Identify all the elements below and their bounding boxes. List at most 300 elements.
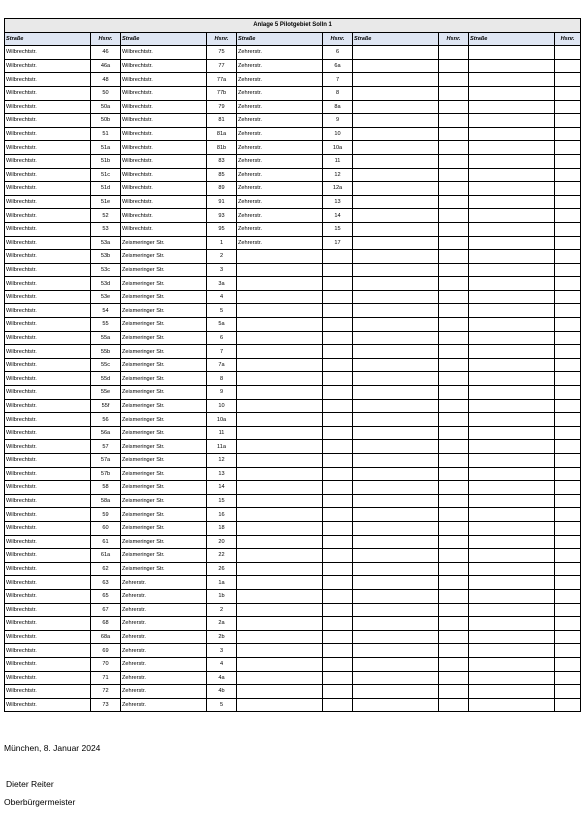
street-cell: Wilbrechtstr. (5, 386, 91, 400)
house-number-cell: 54 (91, 304, 121, 318)
house-number-cell (555, 127, 581, 141)
house-number-cell: 72 (91, 685, 121, 699)
house-number-cell: 75 (207, 46, 237, 60)
house-number-cell: 59 (91, 508, 121, 522)
house-number-cell (439, 277, 469, 291)
table-row (5, 589, 581, 603)
street-cell: Wilbrechtstr. (5, 331, 91, 345)
street-cell (469, 644, 555, 658)
house-number-cell (439, 521, 469, 535)
column-header-house-number: Hsnr. (207, 32, 237, 46)
house-number-cell (439, 250, 469, 264)
street-cell (237, 290, 323, 304)
house-number-cell (555, 168, 581, 182)
house-number-cell (555, 209, 581, 223)
street-cell (237, 250, 323, 264)
house-number-cell (555, 222, 581, 236)
street-cell: Wilbrechtstr. (5, 481, 91, 495)
street-cell: Wilbrechtstr. (5, 657, 91, 671)
house-number-cell: 50 (91, 86, 121, 100)
house-number-cell (439, 263, 469, 277)
street-cell (237, 589, 323, 603)
house-number-cell (555, 345, 581, 359)
table-row (5, 263, 581, 277)
table-row (5, 603, 581, 617)
house-number-cell (439, 467, 469, 481)
street-cell: Zehrerstr. (237, 168, 323, 182)
table-row (5, 440, 581, 454)
house-number-cell (439, 168, 469, 182)
house-number-cell (555, 318, 581, 332)
street-cell (469, 250, 555, 264)
house-number-cell (439, 154, 469, 168)
house-number-cell: 4 (207, 657, 237, 671)
house-number-cell (439, 290, 469, 304)
street-cell: Wilbrechtstr. (5, 304, 91, 318)
house-number-cell (555, 454, 581, 468)
house-number-cell: 2a (207, 617, 237, 631)
street-cell: Wilbrechtstr. (5, 440, 91, 454)
street-cell (353, 86, 439, 100)
street-cell (469, 426, 555, 440)
house-number-cell (439, 535, 469, 549)
house-number-cell: 51d (91, 182, 121, 196)
street-cell: Zeismeringer Str. (121, 481, 207, 495)
street-cell (353, 671, 439, 685)
street-cell (469, 576, 555, 590)
street-cell (353, 114, 439, 128)
house-number-cell (439, 182, 469, 196)
house-number-cell: 17 (323, 236, 353, 250)
house-number-cell: 55 (91, 318, 121, 332)
street-cell (353, 331, 439, 345)
street-cell (469, 508, 555, 522)
house-number-cell (439, 685, 469, 699)
house-number-cell: 13 (207, 467, 237, 481)
house-number-cell (323, 440, 353, 454)
street-cell (237, 657, 323, 671)
street-cell: Wilbrechtstr. (5, 562, 91, 576)
house-number-cell: 14 (323, 209, 353, 223)
column-header-street: Straße (121, 32, 207, 46)
house-number-cell (555, 549, 581, 563)
street-cell (353, 263, 439, 277)
street-cell (237, 521, 323, 535)
house-number-cell: 53a (91, 236, 121, 250)
street-cell (469, 168, 555, 182)
table-row (5, 114, 581, 128)
header-row (5, 32, 581, 46)
table-row (5, 521, 581, 535)
house-number-cell (439, 440, 469, 454)
street-cell (469, 209, 555, 223)
street-cell: Wilbrechtstr. (5, 372, 91, 386)
house-number-cell: 51a (91, 141, 121, 155)
street-cell: Wilbrechtstr. (5, 250, 91, 264)
street-cell: Zehrerstr. (237, 100, 323, 114)
house-number-cell (555, 617, 581, 631)
street-cell: Wilbrechtstr. (5, 345, 91, 359)
street-cell (353, 345, 439, 359)
street-cell: Zeismeringer Str. (121, 358, 207, 372)
house-number-cell: 7 (207, 345, 237, 359)
street-cell: Wilbrechtstr. (5, 209, 91, 223)
street-cell (237, 494, 323, 508)
street-cell (353, 59, 439, 73)
street-cell (353, 358, 439, 372)
street-cell: Wilbrechtstr. (5, 236, 91, 250)
street-cell: Wilbrechtstr. (5, 127, 91, 141)
house-number-cell: 55f (91, 399, 121, 413)
house-number-cell: 69 (91, 644, 121, 658)
house-number-cell: 68 (91, 617, 121, 631)
house-number-cell (323, 481, 353, 495)
house-number-cell (439, 671, 469, 685)
street-cell (469, 698, 555, 712)
house-number-cell: 2 (207, 603, 237, 617)
house-number-cell: 8 (323, 86, 353, 100)
house-number-cell (555, 358, 581, 372)
house-number-cell (555, 331, 581, 345)
street-cell: Wilbrechtstr. (121, 114, 207, 128)
house-number-cell: 4 (207, 290, 237, 304)
house-number-cell (555, 521, 581, 535)
signer-role: Oberbürgermeister (4, 797, 76, 807)
street-cell (353, 657, 439, 671)
house-number-cell (323, 399, 353, 413)
house-number-cell (555, 644, 581, 658)
street-cell (353, 182, 439, 196)
street-cell: Zeismeringer Str. (121, 372, 207, 386)
street-cell: Wilbrechtstr. (5, 413, 91, 427)
house-number-cell (439, 318, 469, 332)
house-number-cell: 10a (323, 141, 353, 155)
street-cell: Wilbrechtstr. (121, 86, 207, 100)
house-number-cell (555, 481, 581, 495)
street-cell (353, 154, 439, 168)
table-row (5, 100, 581, 114)
house-number-cell: 55d (91, 372, 121, 386)
column-header-street: Straße (469, 32, 555, 46)
table-row (5, 617, 581, 631)
house-number-cell: 91 (207, 195, 237, 209)
street-cell: Zeismeringer Str. (121, 304, 207, 318)
street-cell: Wilbrechtstr. (5, 263, 91, 277)
street-cell (469, 182, 555, 196)
table-row (5, 685, 581, 699)
house-number-cell: 5a (207, 318, 237, 332)
street-cell: Zehrerstr. (121, 589, 207, 603)
street-cell: Zehrerstr. (237, 209, 323, 223)
house-number-cell: 93 (207, 209, 237, 223)
house-number-cell (439, 644, 469, 658)
house-number-cell: 71 (91, 671, 121, 685)
house-number-cell (555, 372, 581, 386)
house-number-cell (555, 494, 581, 508)
table-row (5, 168, 581, 182)
street-cell (353, 481, 439, 495)
house-number-cell (555, 413, 581, 427)
house-number-cell (439, 399, 469, 413)
house-number-cell (555, 630, 581, 644)
street-cell: Wilbrechtstr. (121, 168, 207, 182)
street-cell: Zeismeringer Str. (121, 277, 207, 291)
street-cell: Zehrerstr. (237, 141, 323, 155)
street-cell: Wilbrechtstr. (5, 494, 91, 508)
street-cell (353, 698, 439, 712)
street-cell (469, 345, 555, 359)
address-table (4, 18, 581, 712)
house-number-cell (439, 617, 469, 631)
street-cell: Wilbrechtstr. (5, 168, 91, 182)
table-row (5, 630, 581, 644)
house-number-cell: 5 (207, 304, 237, 318)
street-cell: Zeismeringer Str. (121, 549, 207, 563)
house-number-cell: 9 (323, 114, 353, 128)
house-number-cell: 63 (91, 576, 121, 590)
street-cell (469, 222, 555, 236)
street-cell: Wilbrechtstr. (121, 59, 207, 73)
house-number-cell: 12 (207, 454, 237, 468)
street-cell (353, 521, 439, 535)
house-number-cell (439, 657, 469, 671)
table-row (5, 73, 581, 87)
street-cell (237, 345, 323, 359)
house-number-cell (555, 508, 581, 522)
column-header-house-number: Hsnr. (439, 32, 469, 46)
house-number-cell: 55e (91, 386, 121, 400)
house-number-cell (555, 182, 581, 196)
house-number-cell (323, 549, 353, 563)
house-number-cell (323, 698, 353, 712)
street-cell (469, 481, 555, 495)
table-row (5, 345, 581, 359)
street-cell: Zeismeringer Str. (121, 426, 207, 440)
street-cell (237, 318, 323, 332)
house-number-cell (555, 195, 581, 209)
house-number-cell (439, 127, 469, 141)
street-cell: Wilbrechtstr. (5, 141, 91, 155)
street-cell: Wilbrechtstr. (5, 86, 91, 100)
street-cell (353, 304, 439, 318)
house-number-cell (323, 358, 353, 372)
street-cell: Zehrerstr. (237, 59, 323, 73)
table-row (5, 290, 581, 304)
house-number-cell: 8 (207, 372, 237, 386)
street-cell: Zeismeringer Str. (121, 413, 207, 427)
table-row (5, 250, 581, 264)
street-cell: Zeismeringer Str. (121, 318, 207, 332)
house-number-cell: 11a (207, 440, 237, 454)
table-row (5, 426, 581, 440)
house-number-cell (439, 630, 469, 644)
table-row (5, 222, 581, 236)
house-number-cell (323, 562, 353, 576)
street-cell: Zehrerstr. (121, 685, 207, 699)
house-number-cell (323, 657, 353, 671)
street-cell: Zeismeringer Str. (121, 494, 207, 508)
street-cell: Zeismeringer Str. (121, 345, 207, 359)
house-number-cell: 1 (207, 236, 237, 250)
table-row (5, 494, 581, 508)
house-number-cell: 61 (91, 535, 121, 549)
house-number-cell (555, 141, 581, 155)
house-number-cell (439, 304, 469, 318)
street-cell: Wilbrechtstr. (5, 114, 91, 128)
table-row (5, 481, 581, 495)
house-number-cell: 83 (207, 154, 237, 168)
street-cell (353, 372, 439, 386)
street-cell: Zeismeringer Str. (121, 440, 207, 454)
street-cell: Wilbrechtstr. (5, 358, 91, 372)
street-cell (469, 521, 555, 535)
house-number-cell (439, 576, 469, 590)
street-cell (353, 73, 439, 87)
street-cell: Wilbrechtstr. (5, 59, 91, 73)
house-number-cell: 58a (91, 494, 121, 508)
street-cell (469, 100, 555, 114)
street-cell: Zeismeringer Str. (121, 331, 207, 345)
house-number-cell (439, 59, 469, 73)
house-number-cell (555, 73, 581, 87)
street-cell (353, 277, 439, 291)
house-number-cell: 7a (207, 358, 237, 372)
house-number-cell (323, 685, 353, 699)
street-cell (469, 86, 555, 100)
street-cell: Wilbrechtstr. (5, 182, 91, 196)
house-number-cell: 79 (207, 100, 237, 114)
house-number-cell: 9 (207, 386, 237, 400)
street-cell (353, 236, 439, 250)
street-cell (353, 535, 439, 549)
street-cell (353, 467, 439, 481)
house-number-cell (439, 236, 469, 250)
house-number-cell: 55a (91, 331, 121, 345)
house-number-cell (323, 277, 353, 291)
street-cell (469, 73, 555, 87)
street-cell (353, 413, 439, 427)
street-cell: Zehrerstr. (237, 127, 323, 141)
street-cell (237, 630, 323, 644)
street-cell (237, 603, 323, 617)
house-number-cell: 5 (207, 698, 237, 712)
street-cell (469, 46, 555, 60)
house-number-cell (555, 657, 581, 671)
street-cell (353, 454, 439, 468)
street-cell: Wilbrechtstr. (121, 209, 207, 223)
table-row (5, 576, 581, 590)
house-number-cell (323, 345, 353, 359)
street-cell (353, 222, 439, 236)
street-cell (469, 372, 555, 386)
house-number-cell: 10a (207, 413, 237, 427)
house-number-cell (555, 304, 581, 318)
house-number-cell (555, 426, 581, 440)
street-cell (353, 386, 439, 400)
house-number-cell: 57 (91, 440, 121, 454)
house-number-cell: 10 (207, 399, 237, 413)
house-number-cell (439, 562, 469, 576)
house-number-cell: 8a (323, 100, 353, 114)
street-cell: Zehrerstr. (237, 154, 323, 168)
street-cell (353, 630, 439, 644)
house-number-cell: 3 (207, 644, 237, 658)
street-cell: Wilbrechtstr. (5, 222, 91, 236)
house-number-cell: 1a (207, 576, 237, 590)
house-number-cell: 56a (91, 426, 121, 440)
house-number-cell: 6a (323, 59, 353, 73)
street-cell (469, 127, 555, 141)
table-row (5, 399, 581, 413)
house-number-cell (323, 671, 353, 685)
table-row (5, 209, 581, 223)
street-cell (353, 589, 439, 603)
house-number-cell (439, 698, 469, 712)
street-cell (353, 127, 439, 141)
street-cell (469, 358, 555, 372)
street-cell (353, 318, 439, 332)
signer-name: Dieter Reiter (6, 779, 54, 789)
house-number-cell (555, 277, 581, 291)
house-number-cell (439, 222, 469, 236)
table-row (5, 59, 581, 73)
house-number-cell: 15 (323, 222, 353, 236)
street-cell: Wilbrechtstr. (121, 222, 207, 236)
street-cell (353, 494, 439, 508)
house-number-cell: 18 (207, 521, 237, 535)
table-row (5, 182, 581, 196)
house-number-cell: 12a (323, 182, 353, 196)
column-header-house-number: Hsnr. (323, 32, 353, 46)
table-row (5, 562, 581, 576)
street-cell: Zehrerstr. (237, 86, 323, 100)
house-number-cell: 55c (91, 358, 121, 372)
street-cell (469, 331, 555, 345)
house-number-cell: 61a (91, 549, 121, 563)
street-cell: Zehrerstr. (237, 114, 323, 128)
table-row (5, 549, 581, 563)
street-cell (469, 318, 555, 332)
street-cell (469, 440, 555, 454)
street-cell: Zehrerstr. (121, 671, 207, 685)
house-number-cell: 16 (207, 508, 237, 522)
house-number-cell (555, 250, 581, 264)
house-number-cell: 77 (207, 59, 237, 73)
street-cell: Zeismeringer Str. (121, 454, 207, 468)
table-row (5, 386, 581, 400)
street-cell: Wilbrechtstr. (5, 454, 91, 468)
street-cell: Wilbrechtstr. (121, 182, 207, 196)
house-number-cell: 53b (91, 250, 121, 264)
table-title: Anlage 5 Pilotgebiet Solln 1 (5, 19, 581, 33)
street-cell (237, 508, 323, 522)
street-cell (353, 508, 439, 522)
house-number-cell (323, 521, 353, 535)
house-number-cell (555, 154, 581, 168)
house-number-cell: 77a (207, 73, 237, 87)
street-cell (469, 685, 555, 699)
street-cell (469, 535, 555, 549)
street-cell: Wilbrechtstr. (5, 521, 91, 535)
house-number-cell: 51c (91, 168, 121, 182)
signature-date: München, 8. Januar 2024 (4, 743, 101, 753)
street-cell: Zehrerstr. (121, 657, 207, 671)
street-cell (237, 331, 323, 345)
house-number-cell (323, 644, 353, 658)
street-cell (237, 358, 323, 372)
street-cell (237, 535, 323, 549)
street-cell (469, 277, 555, 291)
